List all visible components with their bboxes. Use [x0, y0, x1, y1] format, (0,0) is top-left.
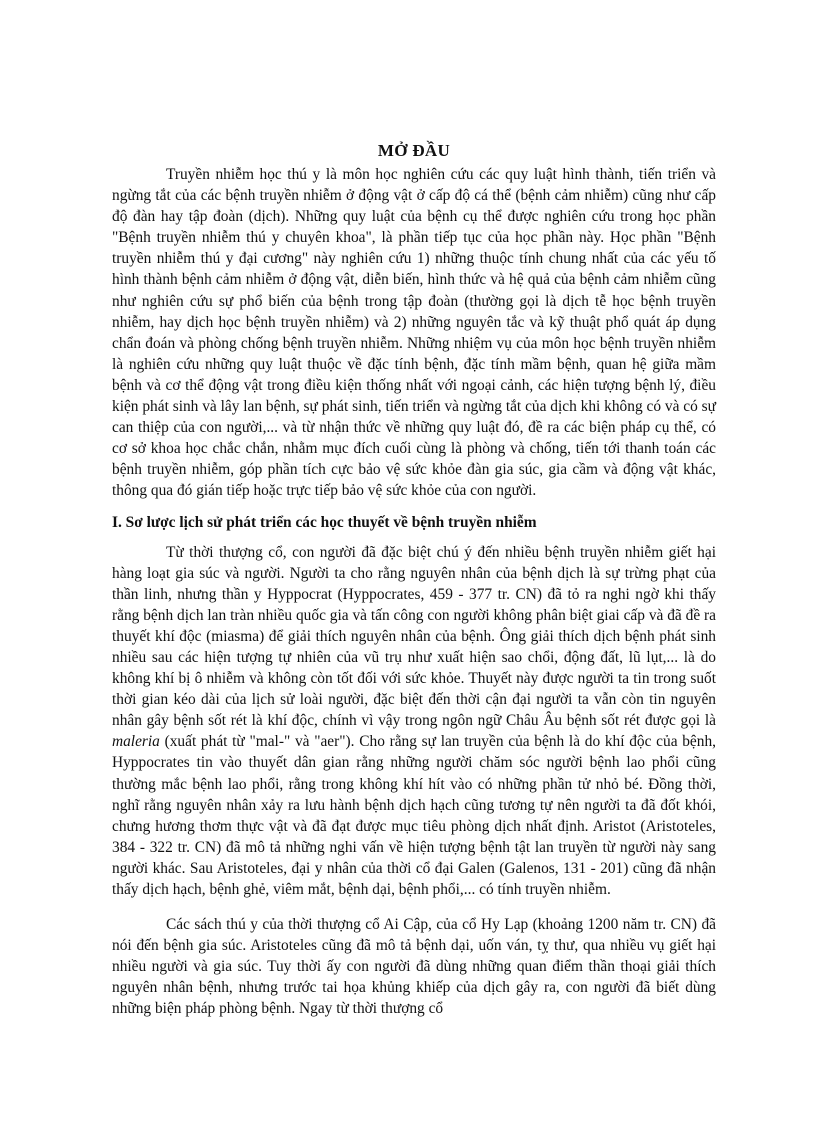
section-heading: I. Sơ lược lịch sử phát triển các học thuyết về bệnh truyền nhiễm: [112, 513, 537, 531]
section-paragraph-1: [112, 542, 716, 901]
page-title: MỞ ĐẦU: [377, 141, 451, 160]
intro-paragraph: Truyền nhiễm học thú y là môn học nghiên cứu các quy luật hình thành, tiến triển và ngừng tắt của các bệnh truyền nhiễm ở động vật ở cấp độ cá thể (bệnh cảm nhiễm) cũng như cấp độ đàn hay tập đoàn (dịch). Những quy luật của bệnh cụ thể được nghiên cứu trong học phần "Bệnh truyền nhiễm thú y chuyên khoa", là phần tiếp tục của học phần này. Học phần "Bệnh truyền nhiễm thú y đại cương" này nghiên cứu 1) những thuộc tính chung nhất của các yếu tố hình thành bệnh cảm nhiễm ở động vật, diễn biến, hình thức và hệ quả của bệnh cảm nhiễm cũng như nghiên cứu sự phổ biến của bệnh trong tập đoàn (thường gọi là dịch tễ học bệnh truyền nhiễm, hay dịch học bệnh truyền nhiễm) và 2) những nguyên tắc và kỹ thuật phổ quát áp dụng chẩn đoán và phòng chống bệnh truyền nhiễm. Những nhiệm vụ của môn học bệnh truyền nhiễm là nghiên cứu những quy luật thuộc về đặc tính bệnh, đặc tính mầm bệnh, quan hệ giữa mầm bệnh và cơ thể động vật trong điều kiện thống nhất với ngoại cảnh, các hiện tượng bệnh lý, điều kiện phát sinh và lây lan bệnh, sự phát sinh, tiến triển và ngừng tắt của dịch khi không có và có sự can thiệp của con người,... và từ nhận thức về những quy luật đó, đề ra các biện pháp cụ thể, có cơ sở khoa học chắc chắn, nhằm mục đích cuối cùng là phòng và chống, tiến tới thanh toán các bệnh truyền nhiễm, góp phần tích cực bảo vệ sức khỏe đàn gia súc, gia cầm và động vật khác, thông qua đó gián tiếp hoặc trực tiếp bảo vệ sức khỏe của con người.: [112, 166, 716, 500]
paragraph-text: Từ thời thượng cổ, con người đã đặc biệt chú ý đến nhiều bệnh truyền nhiễm giết hại hàng loạt gia súc và người. Người ta cho rằng nguyên nhân của bệnh dịch là sự trừng phạt của thần linh, nhưng thần y Hyppocrat (Hyppocrates, 459 - 377 tr. CN) đã tỏ ra nghi ngờ khi thấy rằng bệnh dịch lan tràn nhiều quốc gia và tấn công con người không phân biệt giai cấp và đã đề ra thuyết khí độc (miasma) để giải thích nguyên nhân của bệnh. Ông giải thích dịch bệnh phát sinh nhiều sau các hiện tượng tự nhiên của vũ trụ như xuất hiện sao chổi, động đất, lũ lụt,... là do không khí bị ô nhiễm và không còn tốt đối với sức khỏe. Thuyết này được người ta tin trong suốt thời gian kéo dài của lịch sử loài người, đặc biệt đến thời cận đại người ta vẫn còn tin nguyên nhân gây bệnh sốt rét là khí độc, chính vì vậy trong ngôn ngữ Châu Âu bệnh sốt rét được gọi là: [112, 543, 716, 730]
section-paragraph-2: Các sách thú y của thời thượng cổ Ai Cập, của cổ Hy Lạp (khoảng 1200 năm tr. CN) đã nói đến bệnh gia súc. Aristoteles cũng đã mô tả bệnh dại, uốn ván, tỵ thư, qua nhiều vụ giết hại nhiều người và gia súc. Tuy thời ấy con người đã dùng những quan điểm thần thoại giải thích nguyên nhân bệnh, nhưng trước tai họa khủng khiếp của dịch gây ra, con người đã biết dùng những biện pháp phòng bệnh. Ngay từ thời thượng cổ: [112, 916, 716, 1018]
paragraph-text: (xuất phát từ "mal-" và "aer"). Cho rằng sự lan truyền của bệnh là do khí độc của bệnh, Hyppocrates tin vào thuyết dân gian rằng những người chăm sóc người bệnh lao phổi cũng thường mắc bệnh lao phổi, rằng trong không khí hít vào có những phần tử nhỏ bé. Đồng thời, nghĩ rằng nguyên nhân xảy ra lưu hành bệnh dịch hạch cũng tương tự nên người ta đã đốt khói, chưng hương thơm thực vật và đã đạt được mục tiêu phòng dịch nhất định. Aristot (Aristoteles, 384 - 322 tr. CN) đã mô tả những nghi vấn về hiện tượng bệnh tật lan truyền từ người này sang người khác. Sau Aristoteles, đại y nhân của thời cổ đại Galen (Galenos, 131 - 201) cũng đã nhận thấy dịch hạch, bệnh ghẻ, viêm mắt, bệnh dại, bệnh phổi,... có tính truyền nhiễm.: [112, 733, 716, 898]
italic-term: maleria: [112, 733, 160, 751]
